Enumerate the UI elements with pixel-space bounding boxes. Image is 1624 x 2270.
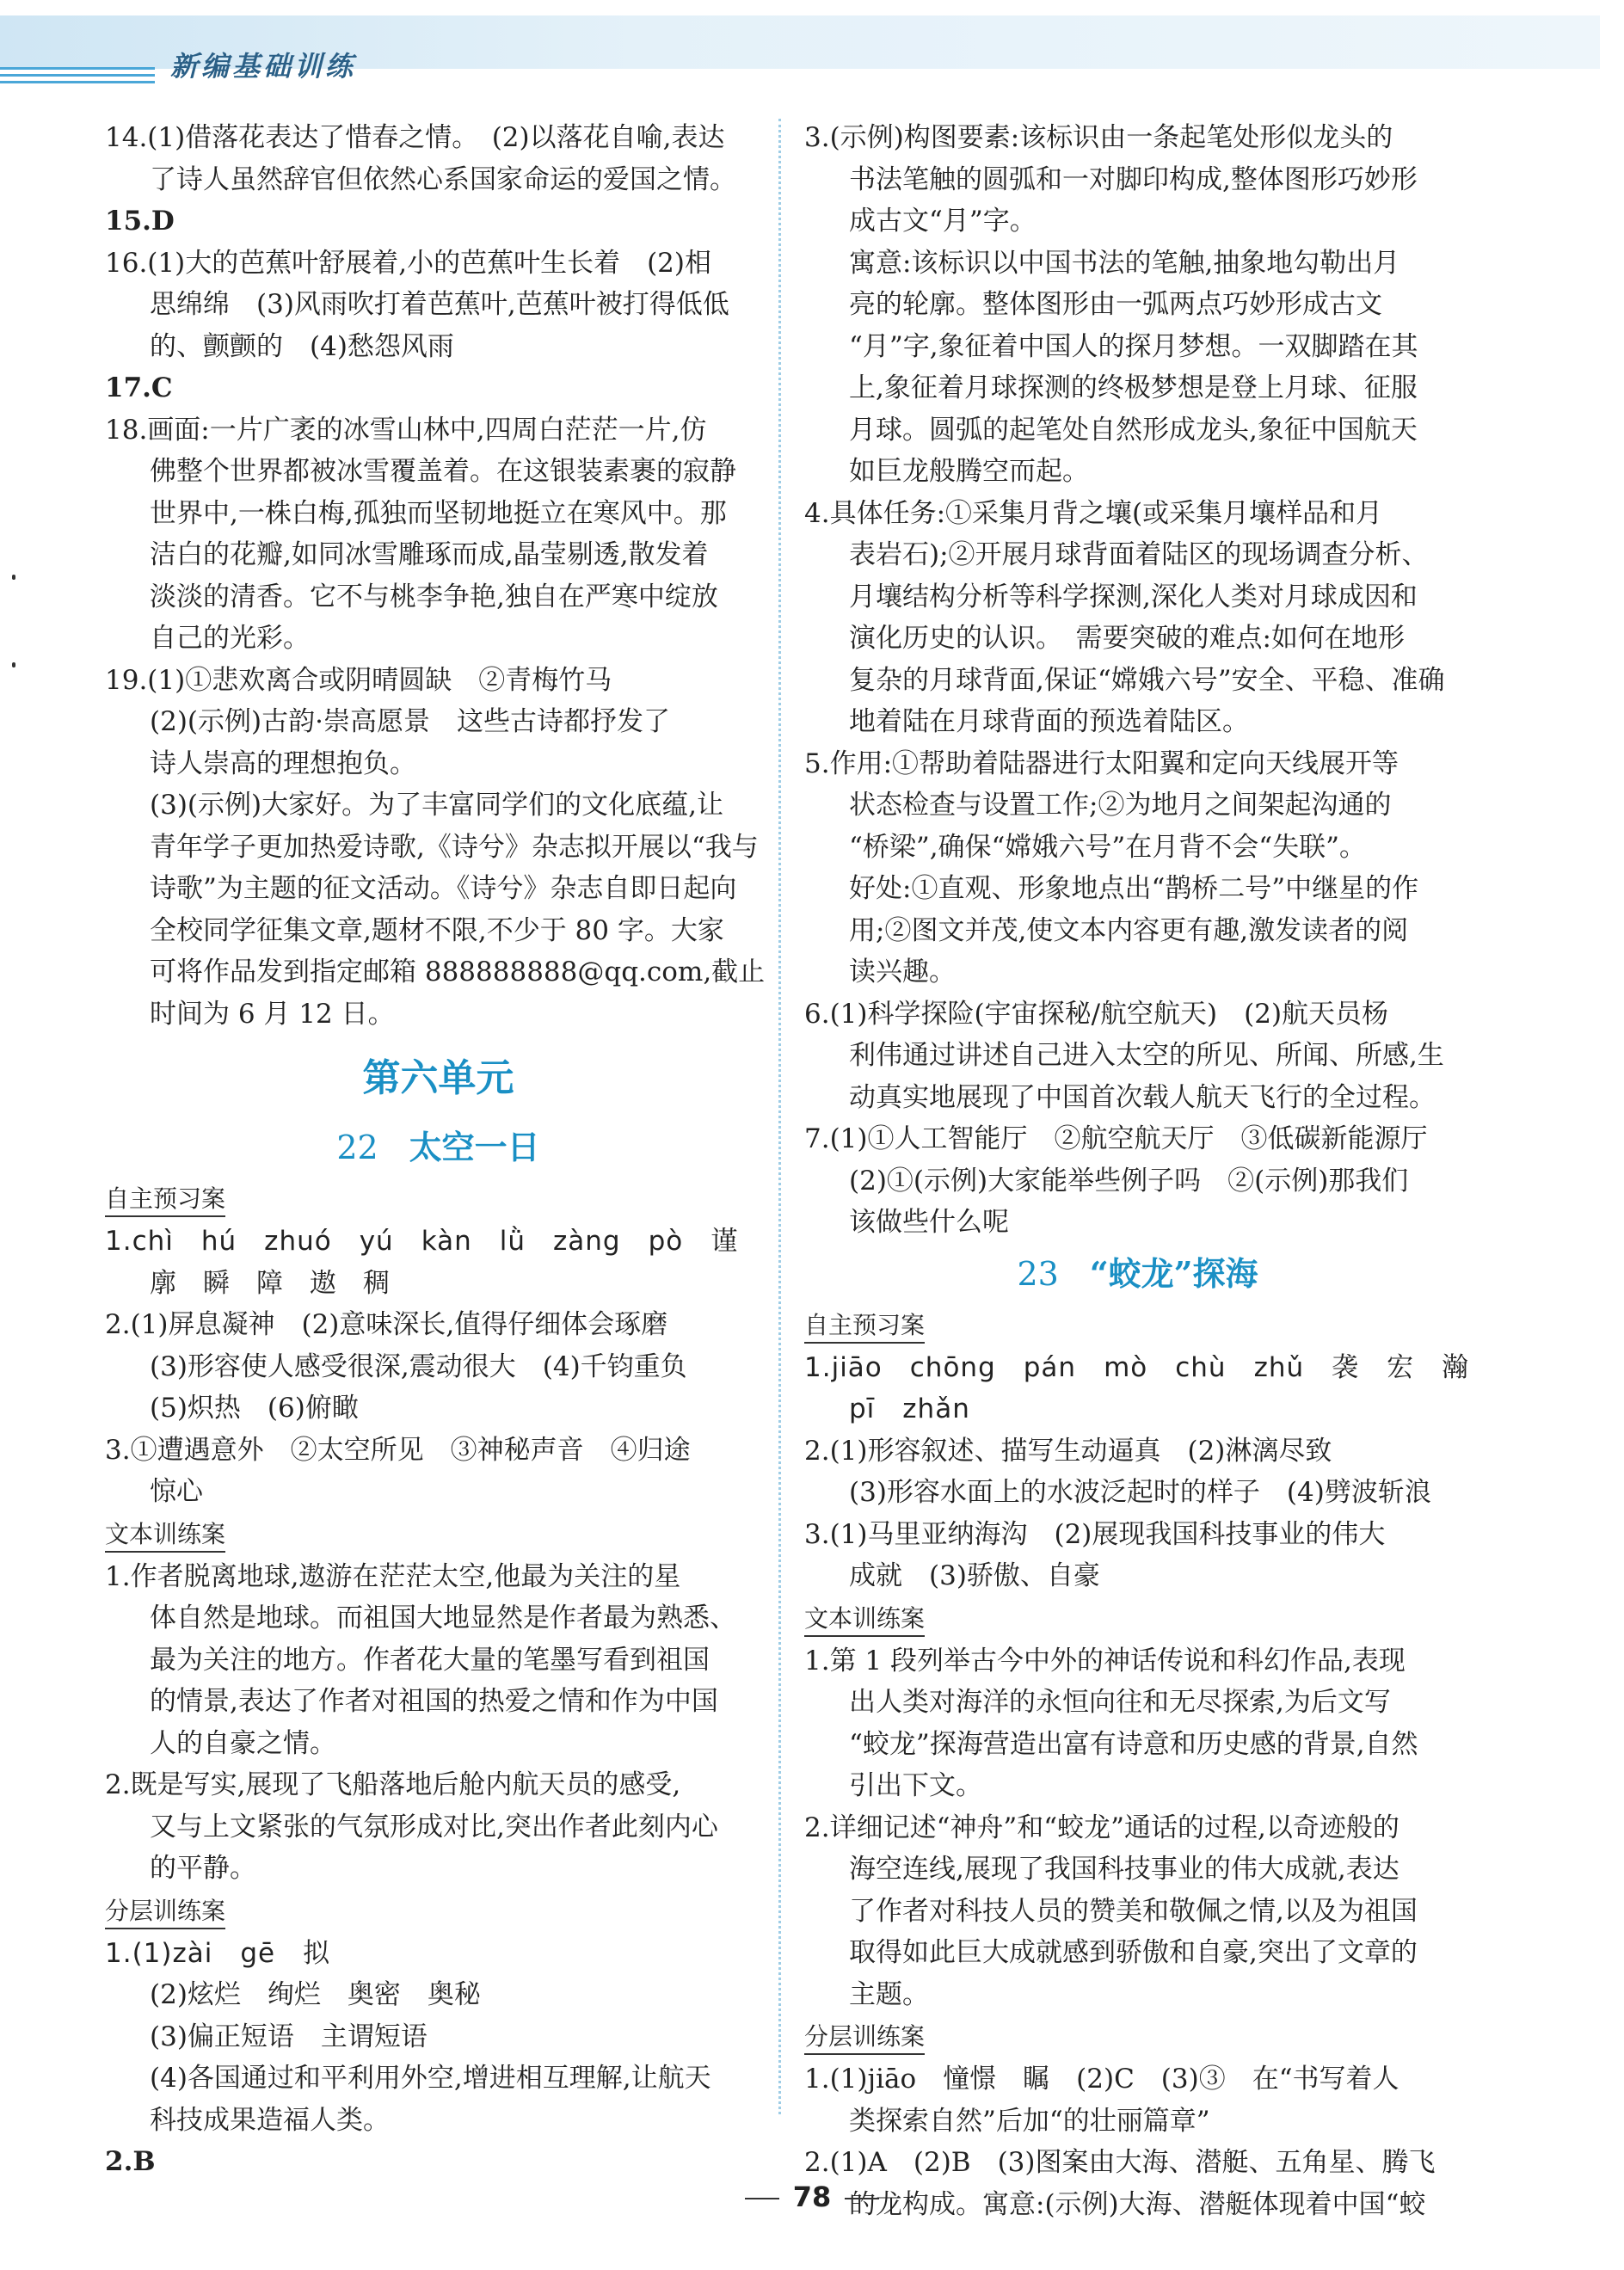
answer-line-continued: 状态检查与设置工作;②为地月之间架起沟通的 <box>849 790 1392 821</box>
answer-item: 16.(1)大的芭蕉叶舒展着,小的芭蕉叶生长着 (2)相 <box>105 247 711 279</box>
answer-line-continued: 演化历史的认识。 需要突破的难点:如何在地形 <box>849 623 1405 654</box>
answer-line-continued: 了诗人虽然辞官但依然心系国家命运的爱国之情。 <box>150 163 736 195</box>
answer-item: 7.(1)①人工智能厅 ②航空航天厅 ③低碳新能源厅 <box>804 1123 1428 1154</box>
answer-line-continued: 该做些什么呢 <box>849 1207 1009 1238</box>
answer-line-continued: 自己的光彩。 <box>150 623 310 654</box>
answer-item: 2.(1)A (2)B (3)图案由大海、潜艇、五角星、腾飞 <box>804 2147 1436 2178</box>
answer-line-continued: 引出下文。 <box>849 1770 982 1801</box>
answer-item: 2.(1)形容叙述、描写生动逼真 (2)淋漓尽致 <box>804 1435 1332 1467</box>
answer-line-continued: 思绵绵 (3)风雨吹打着芭蕉叶,芭蕉叶被打得低低 <box>150 289 729 320</box>
answer-line-continued: “月”字,象征着中国人的探月梦想。一双脚踏在其 <box>849 330 1418 362</box>
answer-line-continued: 好处:①直观、形象地点出“鹊桥二号”中继星的作 <box>849 873 1419 904</box>
section-heading: 自主预习案 <box>105 1183 225 1217</box>
lesson-title <box>105 1117 772 1178</box>
section-heading: 自主预习案 <box>804 1309 925 1344</box>
answer-line-continued: 动真实地展现了中国首次载人航天飞行的全过程。 <box>849 1081 1436 1113</box>
answer-line-continued: 又与上文紧张的气氛形成对比,突出作者此刻内心 <box>150 1811 718 1842</box>
answer-item: 1.(1)zài gē 拟 <box>105 1937 331 1969</box>
answer-line-continued: 海空连线,展现了我国科技事业的伟大成就,表达 <box>849 1854 1399 1885</box>
answer-line-continued: 诗歌”为主题的征文活动。《诗兮》杂志自即日起向 <box>150 873 737 904</box>
answer-item: 14.(1)借落花表达了惜春之情。 (2)以落花自喻,表达 <box>105 122 725 153</box>
answer-line-continued: 类探索自然”后加“的壮丽篇章” <box>849 2105 1210 2137</box>
unit-title: 第六单元 <box>362 1056 514 1100</box>
answer-line-continued: 读兴趣。 <box>849 957 956 987</box>
answer-line-continued: 月球。圆弧的起笔处自然形成龙头,象征中国航天 <box>849 414 1418 446</box>
section-heading-row <box>804 1304 1471 1347</box>
answer-line-continued: (3)形容水面上的水波泛起时的样子 (4)劈波斩浪 <box>849 1477 1431 1508</box>
answer-line-continued: “桥梁”,确保“嫦娥六号”在月背不会“失联”。 <box>849 831 1366 863</box>
answer-line-continued: 人的自豪之情。 <box>150 1727 336 1759</box>
answer-line-continued: 成就 (3)骄傲、自豪 <box>849 1560 1100 1591</box>
answer-line-continued: (2)(示例)古韵·崇高愿景 这些古诗都抒发了 <box>150 706 670 737</box>
answer-item: 3.(示例)构图要素:该标识由一条起笔处形似龙头的 <box>804 122 1393 153</box>
answer-item: 1.chì hú zhuó yú kàn lǜ zàng pò 谨 <box>105 1226 739 1257</box>
answer-line-continued: 青年学子更加热爱诗歌,《诗兮》杂志拟开展以“我与 <box>150 831 759 863</box>
right-column <box>804 117 1471 2225</box>
answer-line-continued: “蛟龙”探海营造出富有诗意和历史感的背景,自然 <box>849 1728 1418 1760</box>
header-stripes <box>0 67 155 95</box>
page-number <box>0 2181 1624 2213</box>
answer-line-continued: 廓 瞬 障 遨 稠 <box>150 1267 390 1299</box>
left-column <box>105 117 772 2183</box>
answer-item: 15.D <box>105 206 175 237</box>
answer-item: 18.画面:一片广袤的冰雪山林中,四周白茫茫一片,仿 <box>105 414 707 446</box>
answer-item: 2.既是写实,展现了飞船落地后舱内航天员的感受, <box>105 1769 681 1800</box>
answer-item: 1.第 1 段列举古今中外的神话传说和科幻作品,表现 <box>804 1645 1406 1676</box>
section-heading-row <box>804 1597 1471 1640</box>
answer-line-continued: 用;②图文并茂,使文本内容更有趣,激发读者的阅 <box>849 914 1409 946</box>
answer-line-continued: (3)偏正短语 主谓短语 <box>150 2021 428 2052</box>
section-heading: 分层训练案 <box>804 2021 925 2055</box>
answer-line-continued: 佛整个世界都被冰雪覆盖着。在这银装素裹的寂静 <box>150 456 736 487</box>
answer-item: 1.(1)jiāo 憧憬 瞩 (2)C (3)③ 在“书写着人 <box>804 2064 1399 2095</box>
answer-line-continued: 的、颤颤的 (4)愁怨风雨 <box>150 330 454 362</box>
lesson-name: 太空一日 <box>409 1128 540 1166</box>
answer-line-continued: (3)形容使人感受很深,震动很大 (4)千钧重负 <box>150 1350 687 1382</box>
section-heading: 分层训练案 <box>105 1895 225 1929</box>
answer-line-continued: 体自然是地球。而祖国大地显然是作者最为熟悉、 <box>150 1603 736 1633</box>
lesson-number: 23 <box>1017 1254 1059 1293</box>
answer-line-continued: 洁白的花瓣,如同冰雪雕琢而成,晶莹剔透,散发着 <box>150 539 709 570</box>
scan-mark <box>12 662 15 667</box>
answer-line-continued: 诗人崇高的理想抱负。 <box>150 747 416 779</box>
answer-line-continued: 世界中,一株白梅,孤独而坚韧地挺立在寒风中。那 <box>150 497 727 529</box>
section-heading-row <box>105 1890 772 1933</box>
answer-line-continued: (3)(示例)大家好。为了丰富同学们的文化底蕴,让 <box>150 790 723 821</box>
section-heading-row <box>804 2015 1471 2058</box>
lesson-name: “蛟龙”探海 <box>1089 1253 1258 1293</box>
answer-item: 5.作用:①帮助着陆器进行太阳翼和定向天线展开等 <box>804 747 1399 779</box>
answer-item: 3.①遭遇意外 ②太空所见 ③神秘声音 ④归途 <box>105 1434 691 1466</box>
page-header <box>0 0 1624 99</box>
answer-line-continued: 出人类对海洋的永恒向往和无尽探索,为后文写 <box>849 1687 1391 1718</box>
section-heading: 文本训练案 <box>105 1518 225 1553</box>
answer-line-continued: 亮的轮廓。整体图形由一弧两点巧妙形成古文 <box>849 289 1382 320</box>
lesson-title <box>804 1244 1471 1304</box>
answer-line-continued: 月壤结构分析等科学探测,深化人类对月球成因和 <box>849 581 1418 612</box>
answer-item: 1.作者脱离地球,遨游在茫茫太空,他最为关注的星 <box>105 1560 681 1592</box>
answer-line-continued: (4)各国通过和平利用外空,增进相互理解,让航天 <box>150 2063 711 2094</box>
section-heading: 文本训练案 <box>804 1603 925 1637</box>
answer-item: 4.具体任务:①采集月背之壤(或采集月壤样品和月 <box>804 497 1383 529</box>
answer-item: 6.(1)科学探险(宇宙探秘/航空航天) (2)航天员杨 <box>804 998 1389 1030</box>
answer-line-continued: 淡淡的清香。它不与桃李争艳,独自在严寒中绽放 <box>150 581 718 612</box>
section-heading-row <box>105 1178 772 1221</box>
answer-line-continued: (5)炽热 (6)俯瞰 <box>150 1393 359 1424</box>
answer-item: 19.(1)①悲欢离合或阴晴圆缺 ②青梅竹马 <box>105 664 612 696</box>
answer-line-continued: 全校同学征集文章,题材不限,不少于 80 字。大家 <box>150 914 724 946</box>
answer-line-continued: 地着陆在月球背面的预选着陆区。 <box>849 706 1249 737</box>
answer-line-continued: 的龙构成。寓意:(示例)大海、潜艇体现着中国“蛟 <box>849 2188 1426 2220</box>
answer-line-continued: 主题。 <box>849 1978 929 2010</box>
answer-item: 3.(1)马里亚纳海沟 (2)展现我国科技事业的伟大 <box>804 1518 1386 1550</box>
answer-item: 17.C <box>105 372 173 403</box>
answer-line-continued: 上,象征着月球探测的终极梦想是登上月球、征服 <box>849 372 1418 403</box>
answer-line-continued: 表岩石);②开展月球背面着陆区的现场调查分析、 <box>849 539 1429 570</box>
answer-line-continued: 最为关注的地方。作者花大量的笔墨写看到祖国 <box>150 1644 710 1676</box>
answer-item: 1.jiāo chōng pán mò chù zhǔ 袭 宏 瀚 <box>804 1351 1470 1383</box>
page-number-text: 78 <box>792 2181 832 2213</box>
answer-line-continued: 的平静。 <box>150 1853 256 1884</box>
answer-item: 2.详细记述“神舟”和“蛟龙”通话的过程,以奇迹般的 <box>804 1812 1399 1843</box>
answer-line-continued: 书法笔触的圆弧和一对脚印构成,整体图形巧妙形 <box>849 163 1418 195</box>
answer-line-continued: 时间为 6 月 12 日。 <box>150 998 395 1030</box>
answer-line-continued: pī zhǎn <box>849 1393 970 1424</box>
answer-line-continued: 的情景,表达了作者对祖国的热爱之情和作为中国 <box>150 1686 718 1717</box>
answer-item: 2.B <box>105 2146 156 2177</box>
answer-line-continued: 了作者对科技人员的赞美和敬佩之情,以及为祖国 <box>849 1895 1418 1927</box>
scan-mark <box>12 575 15 580</box>
answer-line-continued: 取得如此巨大成就感到骄傲和自豪,突出了文章的 <box>849 1937 1418 1968</box>
answer-item: 2.(1)屏息凝神 (2)意味深长,值得仔细体会琢磨 <box>105 1309 668 1340</box>
header-title: 新编基础训练 <box>170 50 357 83</box>
answer-line-continued: (2)①(示例)大家能举些例子吗 ②(示例)那我们 <box>849 1165 1409 1197</box>
answer-line-continued: 成古文“月”字。 <box>849 206 1037 237</box>
column-divider <box>778 119 781 2114</box>
answer-line-continued: 可将作品发到指定邮箱 888888888@qq.com,截止 <box>150 957 766 987</box>
lesson-number: 22 <box>336 1129 378 1166</box>
section-heading-row <box>105 1513 772 1556</box>
answer-line-continued: 复杂的月球背面,保证“嫦娥六号”安全、平稳、准确 <box>849 664 1445 696</box>
answer-line-continued: 惊心 <box>150 1476 203 1507</box>
answer-line-continued: 如巨龙般腾空而起。 <box>849 456 1089 487</box>
answer-line-continued: 寓意:该标识以中国书法的笔触,抽象地勾勒出月 <box>849 247 1400 279</box>
answer-line-continued: 科技成果造福人类。 <box>150 2104 390 2136</box>
answer-line-continued: 利伟通过讲述自己进入太空的所见、所闻、所感,生 <box>849 1040 1444 1071</box>
answer-line-continued: (2)炫烂 绚烂 奥密 奥秘 <box>150 1979 481 2010</box>
